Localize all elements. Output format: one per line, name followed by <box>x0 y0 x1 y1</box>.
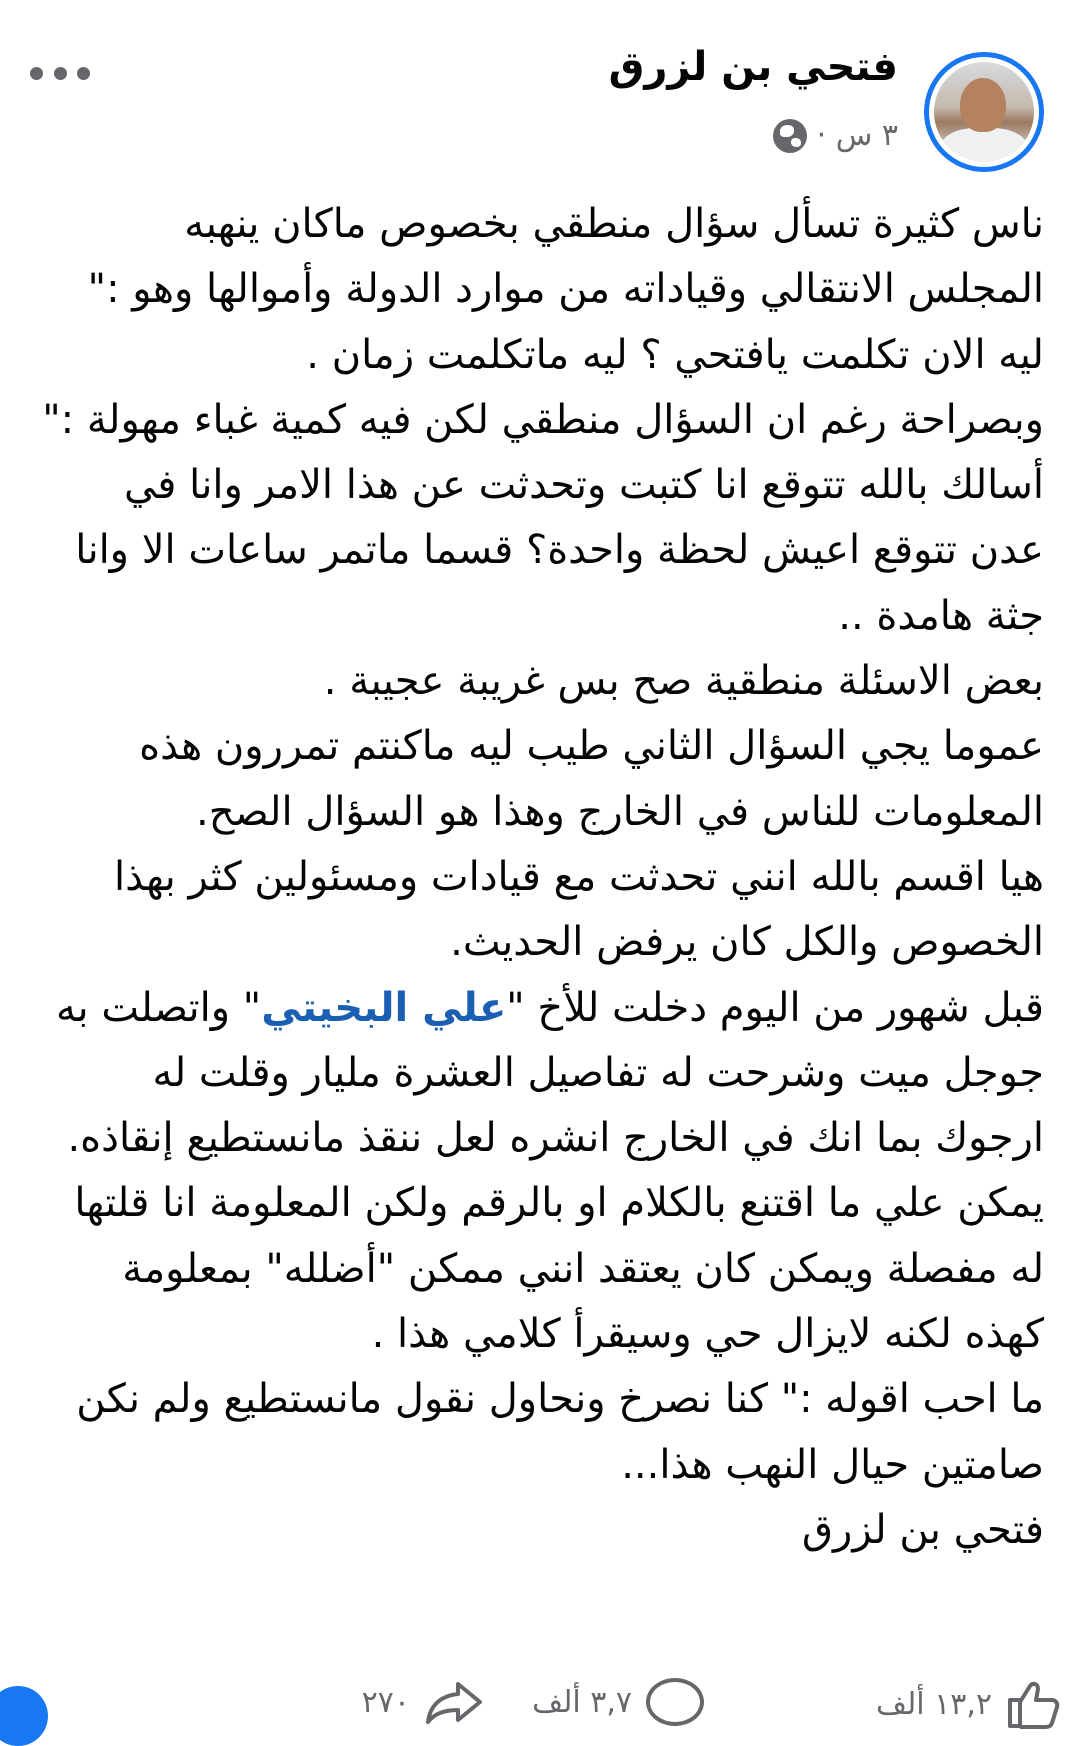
mention-prefix: قبل شهور من اليوم دخلت للأخ " <box>506 984 1044 1031</box>
post-line: ناس كثيرة تسأل سؤال منطقي بخصوص ماكان ينهبه <box>184 201 1044 247</box>
share-icon <box>424 1678 484 1726</box>
reaction-bar <box>0 1666 1080 1732</box>
avatar-shirt <box>940 128 1028 162</box>
share-button[interactable] <box>362 1678 484 1726</box>
post-line: عدن تتوقع اعيش لحظة واحدة؟ قسما ماتمر ساعات الا وانا <box>75 527 1044 574</box>
post-signature: فتحي بن لزرق <box>802 1506 1044 1553</box>
mention-suffix: " واتصلت به <box>56 984 262 1031</box>
comment-icon <box>646 1678 704 1726</box>
post-line: هيا اقسم بالله انني تحدثت مع قيادات ومسئولين كثر بهذا <box>114 853 1044 900</box>
post-line: له مفصلة ويمكن كان يعتقد انني ممكن "أضلله" بمعلومة <box>122 1245 1044 1292</box>
post-line: ارجوك بما انك في الخارج انشره لعل ننقذ مانستطيع إنقاذه. <box>67 1115 1044 1162</box>
post-header <box>0 0 1080 190</box>
avatar-photo <box>934 62 1034 162</box>
post-text <box>24 192 1044 1563</box>
dot-icon <box>30 67 43 80</box>
post-time[interactable]: ٣ س · <box>816 118 898 153</box>
post-line: ليه الان تكلمت يافتحي ؟ ليه ماتكلمت زمان . <box>306 331 1044 378</box>
like-count: ١٣,٢ ألف <box>876 1686 992 1722</box>
post-line: جثة هامدة .. <box>838 592 1044 639</box>
post-line: جوجل ميت وشرحت له تفاصيل العشرة مليار وقلت له <box>152 1049 1044 1096</box>
post-line: ما احب اقوله :" كنا نصرخ ونحاول نقول مانستطيع ولم نكن <box>76 1376 1044 1423</box>
post-line: صامتين حيال النهب هذا... <box>621 1441 1044 1488</box>
post-line: يمكن علي ما اقتنع بالكلام او بالرقم ولكن المعلومة انا قلتها <box>74 1180 1044 1227</box>
author-name[interactable]: فتحي بن لزرق <box>608 44 898 90</box>
globe-icon <box>773 119 807 153</box>
thumbs-up-icon <box>1006 1678 1062 1730</box>
avatar-face <box>960 78 1006 132</box>
post-line: المعلومات للناس في الخارج وهذا هو السؤال الصح. <box>196 788 1044 835</box>
post-line: أسالك بالله تتوقع انا كتبت وتحدثت عن هذا الامر وانا في <box>123 462 1044 509</box>
dot-icon <box>77 67 90 80</box>
like-button[interactable] <box>876 1678 1062 1730</box>
post-line-with-mention <box>24 976 1044 1041</box>
post-line: كهذه لكنه لايزال حي وسيقرأ كلامي هذا . <box>371 1311 1044 1358</box>
comment-button[interactable] <box>532 1678 704 1726</box>
post-line: المجلس الانتقالي وقياداته من موارد الدولة وأموالها وهو :" <box>87 266 1044 313</box>
avatar[interactable] <box>924 52 1044 172</box>
mention-link[interactable]: علي البخيتي <box>261 984 507 1031</box>
post-line: الخصوص والكل كان يرفض الحديث. <box>450 919 1044 966</box>
post-line: بعض الاسئلة منطقية صح بس غريبة عجيبة . <box>323 658 1044 705</box>
more-options-button[interactable] <box>30 58 90 88</box>
post-meta <box>773 118 898 153</box>
post-line: وبصراحة رغم ان السؤال منطقي لكن فيه كمية غباء مهولة :" <box>42 396 1044 443</box>
dot-icon <box>54 67 67 80</box>
like-reaction-badge <box>0 1686 48 1746</box>
comment-count: ٣,٧ ألف <box>532 1684 632 1720</box>
share-count: ٢٧٠ <box>361 1684 410 1720</box>
post-line: عموما يجي السؤال الثاني طيب ليه ماكنتم تمررون هذه <box>139 723 1044 770</box>
